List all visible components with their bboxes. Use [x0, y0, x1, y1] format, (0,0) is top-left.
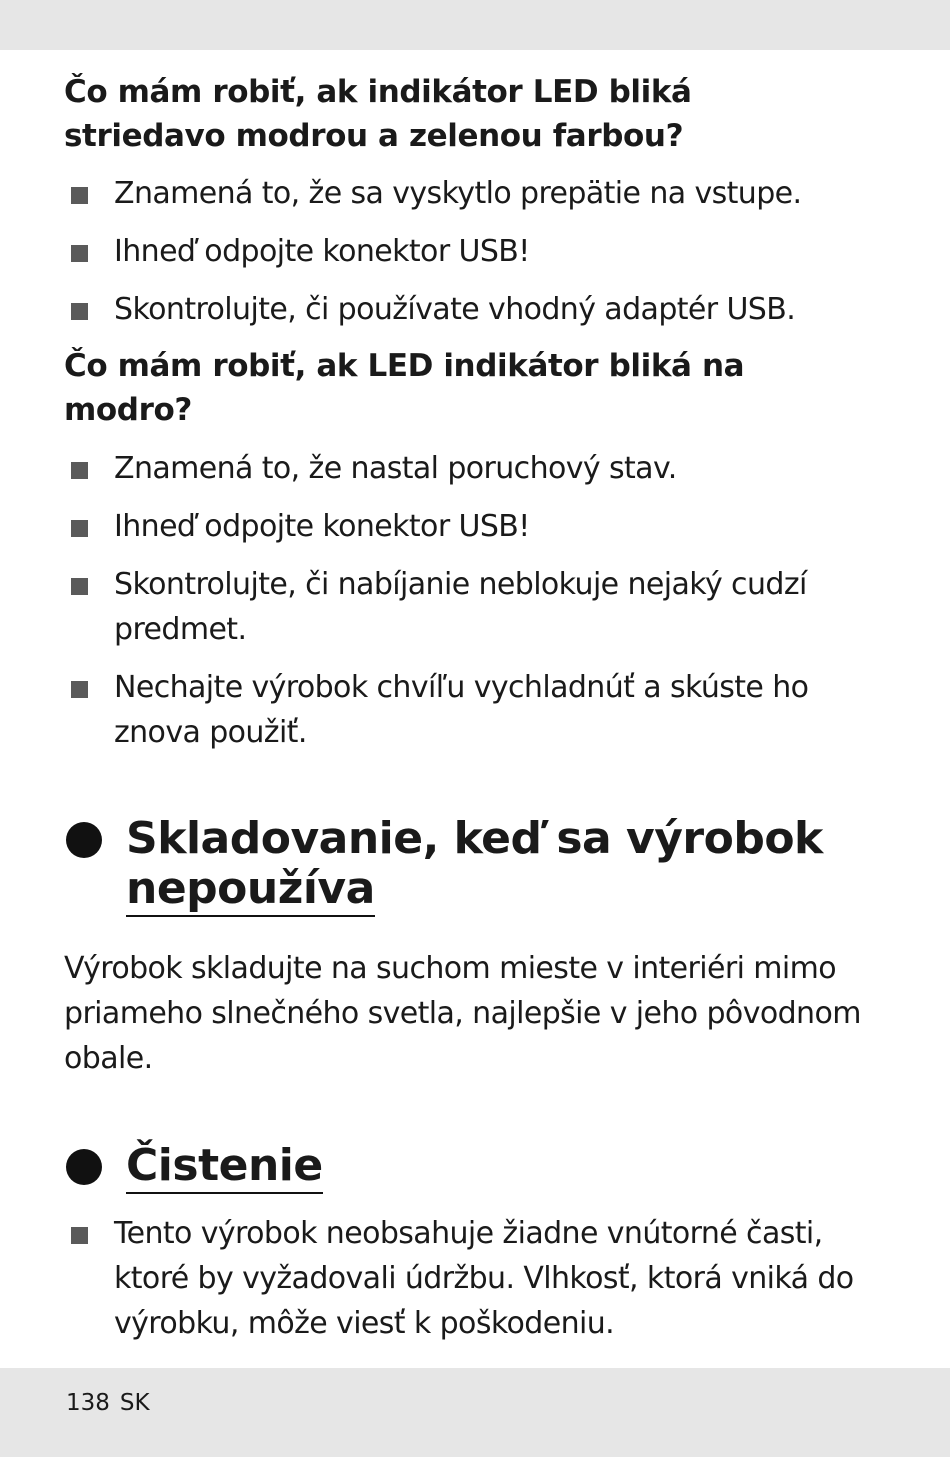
page-number: 138: [66, 1390, 110, 1416]
list-item: [0, 562, 854, 652]
list-item: [0, 1211, 854, 1346]
faq-answer-list-2: [0, 446, 854, 768]
cleaning-list: [0, 1211, 854, 1359]
section-title: [126, 814, 823, 917]
list-item: [0, 171, 854, 216]
list-item-text: Tento výrobok neobsahuje žiadne vnútorné časti, ktoré by vyžadovali údržbu. Vlhkosť, ktorá vniká do výrobku, môže viesť k poškodeniu.: [114, 1216, 854, 1341]
section-title: [126, 1141, 323, 1194]
faq-question-1-line-1: Čo mám robiť, ak indikátor LED bliká: [64, 74, 692, 110]
faq-question-2: [64, 344, 894, 432]
square-bullet-icon: [71, 245, 88, 262]
section-title-line-2: nepoužíva: [126, 864, 375, 917]
list-item: [0, 504, 854, 549]
faq-question-1: [64, 70, 894, 158]
section-title-line-1: Skladovanie, keď sa výrobok: [126, 813, 823, 864]
faq-question-2-line-1: Čo mám robiť, ak LED indikátor bliká na: [64, 348, 745, 384]
section-title-text: Čistenie: [126, 1141, 323, 1194]
faq-question-2-line-2: modro?: [64, 392, 192, 428]
list-item: [0, 446, 854, 491]
square-bullet-icon: [71, 578, 88, 595]
list-item-text: Ihneď odpojte konektor USB!: [114, 234, 530, 269]
square-bullet-icon: [71, 462, 88, 479]
list-item-text: Skontrolujte, či nabíjanie neblokuje nejaký cudzí predmet.: [114, 567, 807, 647]
list-item-text: Skontrolujte, či používate vhodný adaptér USB.: [114, 292, 796, 327]
list-item-text: Znamená to, že nastal poruchový stav.: [114, 451, 677, 486]
language-code: SK: [119, 1390, 150, 1416]
faq-answer-list-1: [0, 171, 854, 345]
square-bullet-icon: [71, 1227, 88, 1244]
list-item: [0, 229, 854, 274]
list-item-text: Znamená to, že sa vyskytlo prepätie na vstupe.: [114, 176, 802, 211]
list-item-text: Ihneď odpojte konektor USB!: [114, 509, 530, 544]
round-bullet-icon: [66, 822, 102, 858]
faq-question-1-line-2: striedavo modrou a zelenou farbou?: [64, 118, 684, 154]
storage-paragraph: Výrobok skladujte na suchom mieste v interiéri mimo priameho slnečného svetla, najlepšie v jeho pôvodnom obale.: [64, 951, 861, 1076]
list-item-text: Nechajte výrobok chvíľu vychladnúť a skúste ho znova použiť.: [114, 670, 809, 750]
page-footer: [66, 1388, 150, 1418]
list-item: [0, 287, 854, 332]
top-band: [0, 0, 950, 50]
square-bullet-icon: [71, 187, 88, 204]
square-bullet-icon: [71, 520, 88, 537]
square-bullet-icon: [71, 681, 88, 698]
square-bullet-icon: [71, 303, 88, 320]
list-item: [0, 665, 854, 755]
round-bullet-icon: [66, 1149, 102, 1185]
